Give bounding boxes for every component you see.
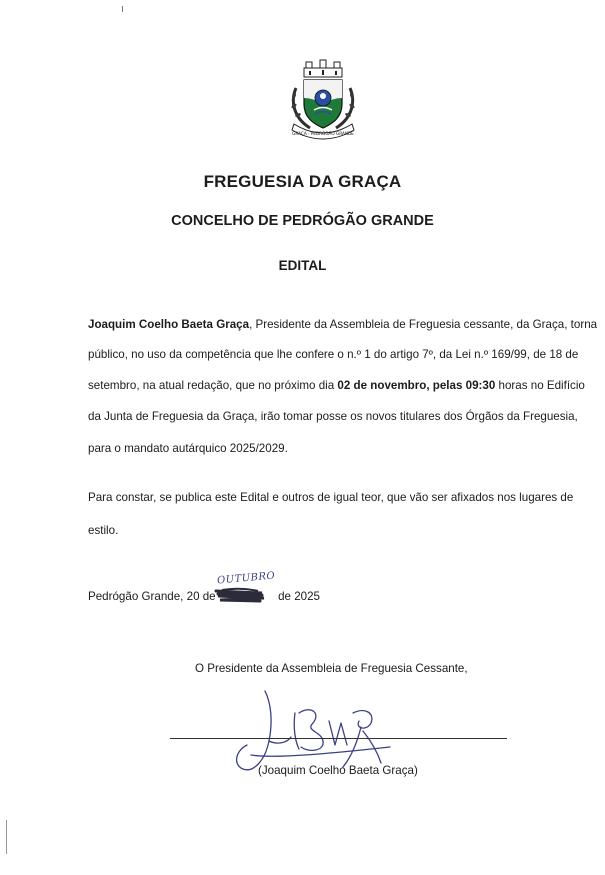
- parish-coat-of-arms-icon: [284, 58, 362, 140]
- municipality-title: CONCELHO DE PEDRÓGÃO GRANDE: [171, 213, 434, 229]
- date-prefix: Pedrógão Grande, 20 de: [88, 590, 219, 603]
- signature-line: [170, 738, 507, 739]
- body-line-7: estilo.: [88, 524, 119, 537]
- date-suffix: de 2025: [274, 590, 320, 603]
- place-date: [88, 590, 320, 603]
- body-line-3: [88, 379, 585, 392]
- scan-edge-mark: [6, 820, 7, 854]
- signatory-title: O Presidente da Assembleia de Freguesia Cessante,: [195, 662, 468, 675]
- body-line-4: da Junta de Freguesia da Graça, irão tomar posse os novos titulares dos Órgãos da Freguesia,: [88, 410, 578, 423]
- session-date: 02 de novembro, pelas 09:30: [337, 379, 496, 392]
- body-line-2: público, no uso da competência que lhe confere o n.º 1 do artigo 7º, da Lei n.º 169/99, de 18 de: [88, 348, 579, 361]
- signatory-name: (Joaquim Coelho Baeta Graça): [258, 764, 418, 777]
- body-line-5: para o mandato autárquico 2025/2029.: [88, 442, 288, 455]
- svg-text:GRAÇA · PEDRÓGÃO GRANDE: GRAÇA · PEDRÓGÃO GRANDE: [292, 131, 354, 136]
- president-name: Joaquim Coelho Baeta Graça: [88, 318, 250, 331]
- crossed-out-month-scribble: [212, 585, 268, 605]
- document-type: EDITAL: [278, 258, 327, 273]
- scan-mark: [122, 6, 123, 12]
- body-line-6: Para constar, se publica este Edital e outros de igual teor, que vão ser afixados nos lugares de: [88, 491, 574, 504]
- handwritten-month: OUTUBRO: [216, 570, 276, 587]
- body-line-1-text: , Presidente da Assembleia de Freguesia cessante, da Graça, torna: [249, 318, 598, 331]
- body-line-1: [88, 318, 598, 331]
- body-line-3-start: setembro, na atual redação, que no próximo dia: [88, 379, 338, 392]
- body-line-3-end: horas no Edifício: [495, 379, 585, 392]
- parish-title: FREGUESIA DA GRAÇA: [203, 172, 402, 191]
